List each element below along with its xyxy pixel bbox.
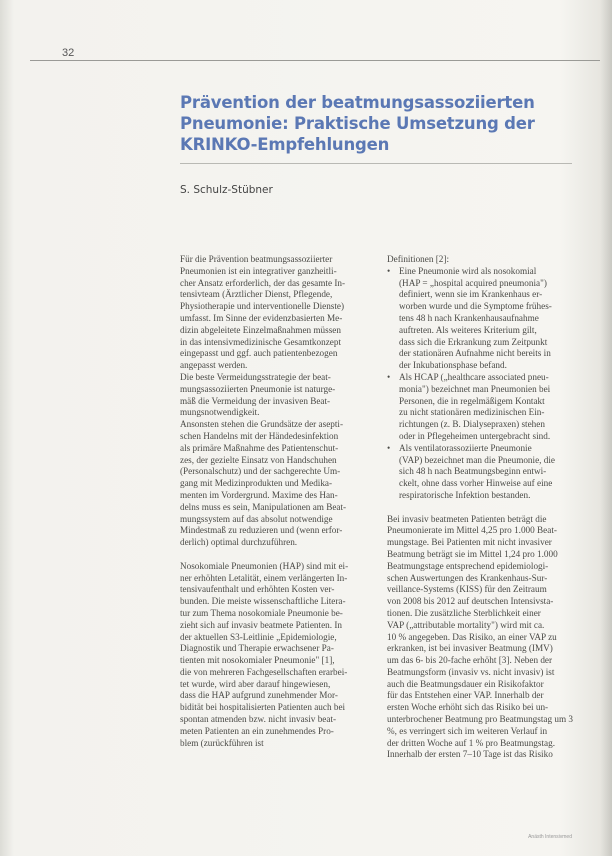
text-line: VAP („attributable mortality") wird mit ca.: [387, 619, 545, 630]
text-line: menten im Vordergrund. Maxime des Han-: [180, 489, 338, 500]
bullet-text: respiratorische Infektion bestanden.: [399, 489, 531, 500]
text-line: schen Handelns mit der Händedesinfektion: [180, 430, 339, 441]
text-line: Die beste Vermeidungsstrategie der beat-: [180, 371, 331, 382]
bullet-text: monia") bezeichnet man Pneumonien bei: [399, 383, 551, 394]
text-line: cher Ansatz erforderlich, der das gesamte In-: [180, 277, 346, 288]
footer-text: Anästh Intensivmed: [528, 834, 572, 840]
right-column: [387, 254, 577, 761]
bullet-line: [387, 419, 577, 431]
bullet-text: ckelt, ohne dass vorher Hinweise auf eine: [399, 478, 553, 489]
text-line: mungstage. Bei Patienten mit nicht invasiver: [387, 537, 552, 548]
text-line: Diagnostik und Therapie erwachsener Pa-: [180, 643, 334, 654]
text-line: Innerhalb der ersten 7–10 Tage ist das Risiko: [387, 749, 553, 760]
bullet-marker: •: [387, 371, 391, 382]
page-number: 32: [62, 47, 75, 59]
bullet-text: Als HCAP („healthcare associated pneu-: [399, 371, 549, 382]
bullet-line: [387, 443, 577, 455]
bullet-text: (VAP) bezeichnet man die Pneumonie, die: [399, 454, 555, 465]
text-line: mungsnotwendigkeit.: [180, 407, 260, 418]
text-line: umfasst. Im Sinne der evidenzbasierten Me-: [180, 312, 343, 323]
bullet-line: [387, 384, 577, 396]
bullet-text: zu nicht stationären medizinischen Ein-: [399, 407, 545, 418]
bullet-text: Eine Pneumonie wird als nosokomial: [399, 265, 537, 276]
bullet-text: der Inkubationsphase befand.: [399, 360, 507, 371]
text-line: Nosokomiale Pneumonien (HAP) sind mit ei-: [180, 560, 349, 571]
text-line: gang mit Medizinprodukten und Medika-: [180, 478, 333, 489]
bullet-text: auftreten. Als weiteres Kriterium gilt,: [399, 324, 537, 335]
bullet-line: [387, 301, 577, 313]
bullet-line: [387, 407, 577, 419]
bullet-line: [387, 337, 577, 349]
text-line: dizin abgeleitete Einzelmaßnahmen müssen: [180, 324, 341, 335]
paragraph-gap: [180, 549, 366, 561]
bullet-text: (HAP = „hospital acquired pneumonia"): [399, 277, 547, 288]
definitions-heading: Definitionen [2]:: [387, 254, 449, 264]
text-line: der dritten Woche auf 1 % pro Beatmungstag.: [387, 737, 555, 748]
bullet-line: [387, 455, 577, 467]
title-line: Pneumonie: Praktische Umsetzung der: [180, 114, 535, 133]
bullet-line: [387, 313, 577, 325]
text-line: als primäre Maßnahme des Patientenschut-: [180, 442, 339, 453]
text-line: Pneumonierate im Mittel 4,25 pro 1.000 Beat-: [387, 525, 557, 536]
title-rule: [180, 163, 572, 164]
bullet-text: richtungen (z. B. Dialysepraxen) stehen: [399, 419, 545, 430]
paragraph-gap: [387, 502, 577, 514]
text-line: angepasst werden.: [180, 360, 248, 371]
text-line: Beatmungsform (invasiv vs. nicht invasiv) ist: [387, 666, 555, 677]
header-rule: [30, 60, 600, 61]
bullet-text: worben wurde und die Symptome frühes-: [399, 301, 552, 312]
text-line: (Personalschutz) und der sachgerechte Um-: [180, 466, 341, 477]
text-line: der aktuellen S3-Leitlinie „Epidemiologie,: [180, 631, 337, 642]
title-line: KRINKO-Empfehlungen: [180, 135, 390, 154]
text-line: von 2008 bis 2012 auf deutschen Intensivsta-: [387, 596, 554, 607]
text-line: unterbrochener Beatmung pro Beatmungstag um 3: [387, 714, 573, 725]
text-line: veillance-Systems (KISS) für den Zeitraum: [387, 584, 547, 595]
title-line: Prävention der beatmungsassoziierten: [180, 93, 535, 112]
bullet-text: oder in Pflegeheimen untergebracht sind.: [399, 430, 551, 441]
text-line: auch die Beatmungsdauer ein Risikofaktor: [387, 678, 544, 689]
bullet-text: Personen, die in regelmäßigem Kontakt: [399, 395, 545, 406]
text-line: %, es verringert sich im weiteren Verlauf in: [387, 725, 548, 736]
bullet-line: [387, 466, 577, 478]
text-line: Mindestmaß zu reduzieren und (wenn erfor-: [180, 525, 343, 536]
bullet-text: sich 48 h nach Beatmungsbeginn entwi-: [399, 466, 547, 477]
bullet-marker: •: [387, 265, 391, 276]
bullet-text: tens 48 h nach Krankenhausaufnahme: [399, 312, 539, 323]
bullet-line: [387, 266, 577, 278]
bullet-line: [387, 289, 577, 301]
bullet-text: dass sich die Erkrankung zum Zeitpunkt: [399, 336, 548, 347]
bullet-line: [387, 278, 577, 290]
text-line: blem (zurückführen ist: [180, 737, 264, 748]
author-name: S. Schulz-Stübner: [180, 184, 273, 196]
bullet-text: Als ventilatorassoziierte Pneumonie: [399, 442, 532, 453]
text-line: meten Patienten an ein zunehmendes Pro-: [180, 725, 334, 736]
bullet-line: [387, 348, 577, 360]
text-line: ner erhöhten Letalität, einem verlängerten In-: [180, 572, 348, 583]
text-line: Ansonsten stehen die Grundsätze der asepti-: [180, 419, 344, 430]
text-line: erkranken, ist bei invasiver Beatmung (IMV): [387, 643, 553, 654]
bullet-text: der stationären Aufnahme nicht bereits in: [399, 348, 551, 359]
bullet-line: [387, 372, 577, 384]
text-line: mungsassoziierten Pneumonie ist naturge-: [180, 383, 336, 394]
text-line: tensivaufenthalt und erhöhten Kosten ver-: [180, 584, 335, 595]
text-line: dass die HAP aufgrund zunehmender Mor-: [180, 690, 338, 701]
bullet-line: [387, 396, 577, 408]
text-line: bidität bei hospitalisierten Patienten auch bei: [180, 702, 346, 713]
text-line: tet wurde, wird aber darauf hingewiesen,: [180, 678, 331, 689]
text-line: tur zum Thema nosokomiale Pneumonie be-: [180, 607, 343, 618]
bullet-line: [387, 360, 577, 372]
text-line: eingepasst und ggf. auch patientenbezogen: [180, 348, 338, 359]
text-line: schen Auswertungen des Krankenhaus-Sur-: [387, 572, 548, 583]
text-line: bunden. Die meiste wissenschaftliche Litera-: [180, 596, 346, 607]
bullet-line: [387, 325, 577, 337]
text-line: für das Entstehen einer VAP. Innerhalb der: [387, 690, 544, 701]
text-line: Beatmung beträgt sie im Mittel 1,24 pro 1.000: [387, 548, 558, 559]
text-line: in das intensivmedizinische Gesamtkonzept: [180, 336, 341, 347]
text-line: um das 6- bis 20-fache erhöht [3]. Neben der: [387, 655, 553, 666]
text-line: mungssystem auf das absolut notwendige: [180, 513, 333, 524]
text-line: Pneumonien ist ein integrativer ganzheitli-: [180, 265, 337, 276]
text-line: ersten Woche erhöht sich das Risiko bei un-: [387, 702, 549, 713]
text-line: zieht sich auf invasiv beatmete Patienten. In: [180, 619, 343, 630]
bullet-text: definiert, wenn sie im Krankenhaus er-: [399, 289, 543, 300]
text-line: derlich) optimal durchzuführen.: [180, 537, 298, 548]
text-line: Physiotherapie und interventionelle Dienste): [180, 301, 345, 312]
text-line: die von mehreren Fachgesellschaften erarbei-: [180, 666, 348, 677]
text-line: Für die Prävention beatmungsassoziierter: [180, 254, 333, 264]
text-line: spontan atmenden bzw. nicht invasiv beat-: [180, 714, 337, 725]
text-line: tienten mit nosokomialer Pneumonie" [1],: [180, 655, 335, 666]
bullet-line: [387, 431, 577, 443]
left-column: [180, 254, 366, 749]
bullet-line: [387, 490, 577, 502]
text-line: tensivteam (Ärztlicher Dienst, Pflegende,: [180, 289, 333, 300]
text-line: Beatmungstage entsprechend epidemiologi-: [387, 560, 549, 571]
text-line: tionen. Die zusätzliche Sterblichkeit einer: [387, 607, 541, 618]
article-title: [180, 92, 580, 155]
bullet-line: [387, 478, 577, 490]
text-line: delns muss es sein, Manipulationen am Beat-: [180, 501, 347, 512]
text-line: mäß die Vermeidung der invasiven Beat-: [180, 395, 331, 406]
text-line: 10 % angegeben. Das Risiko, an einer VAP zu: [387, 631, 557, 642]
text-line: Bei invasiv beatmeten Patienten beträgt die: [387, 513, 547, 524]
text-line: zes, der gezielte Einsatz von Handschuhen: [180, 454, 337, 465]
bullet-marker: •: [387, 442, 391, 453]
